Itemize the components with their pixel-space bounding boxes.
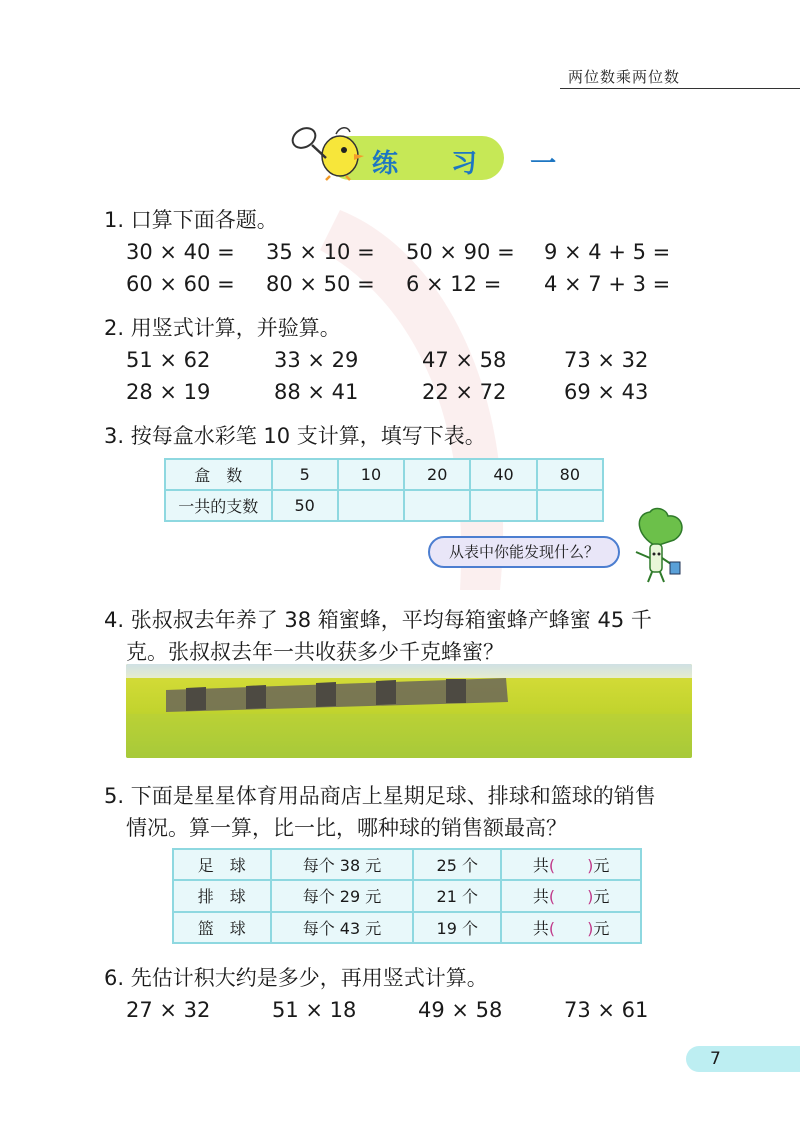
q2-item: 73 × 32 bbox=[564, 348, 649, 372]
question-1-title: 1. 口算下面各题。 bbox=[104, 208, 278, 232]
unit-price: 每个 29 元 bbox=[271, 880, 414, 911]
table-cell: 80 bbox=[537, 459, 603, 490]
table-cell: 10 bbox=[338, 459, 404, 490]
q1-item: 9 × 4 + 5 = bbox=[544, 240, 671, 264]
question-3-title: 3. 按每盒水彩笔 10 支计算，填写下表。 bbox=[104, 424, 486, 448]
q2-item: 47 × 58 bbox=[422, 348, 507, 372]
beehives-field-photo bbox=[126, 664, 692, 758]
table-cell: 20 bbox=[404, 459, 470, 490]
page-number-tab bbox=[686, 1046, 800, 1072]
q2-item: 22 × 72 bbox=[422, 380, 507, 404]
ball-sales-table bbox=[172, 848, 642, 944]
quantity: 19 个 bbox=[413, 912, 501, 943]
table-cell: 40 bbox=[470, 459, 536, 490]
question-4-line-2: 克。张叔叔去年一共收获多少千克蜂蜜？ bbox=[126, 640, 504, 664]
total-prefix: 共 bbox=[532, 918, 549, 938]
q2-item: 33 × 29 bbox=[274, 348, 359, 372]
section-title: 两位数乘两位数 bbox=[568, 68, 681, 86]
table-row bbox=[173, 880, 641, 911]
paren-close: ) bbox=[587, 918, 594, 938]
answer-blank[interactable] bbox=[404, 490, 470, 521]
q2-item: 51 × 62 bbox=[126, 348, 211, 372]
chick-tennis-mascot-icon bbox=[288, 120, 370, 182]
q1-item: 6 × 12 = bbox=[406, 272, 502, 296]
ball-name: 篮 球 bbox=[173, 912, 271, 943]
total-cell[interactable] bbox=[501, 912, 641, 943]
total-suffix: 元 bbox=[593, 887, 610, 907]
paren-close: ) bbox=[587, 856, 594, 876]
table-row bbox=[173, 849, 641, 880]
quantity: 21 个 bbox=[413, 880, 501, 911]
total-cell[interactable] bbox=[501, 880, 641, 911]
unit-price: 每个 38 元 bbox=[271, 849, 414, 880]
q6-item: 49 × 58 bbox=[418, 998, 503, 1022]
paren-open: ( bbox=[548, 918, 556, 938]
q6-item: 73 × 61 bbox=[564, 998, 649, 1022]
paren-open: ( bbox=[548, 887, 556, 907]
table-row bbox=[165, 459, 603, 490]
q2-item: 28 × 19 bbox=[126, 380, 211, 404]
total-suffix: 元 bbox=[593, 918, 610, 938]
q2-item: 88 × 41 bbox=[274, 380, 359, 404]
table-header-cell: 盒 数 bbox=[165, 459, 272, 490]
total-prefix: 共 bbox=[532, 887, 549, 907]
table-cell: 50 bbox=[272, 490, 338, 521]
total-suffix: 元 bbox=[593, 856, 610, 876]
ball-name: 足 球 bbox=[173, 849, 271, 880]
total-prefix: 共 bbox=[532, 856, 549, 876]
q1-item: 80 × 50 = bbox=[266, 272, 375, 296]
q1-item: 4 × 7 + 3 = bbox=[544, 272, 671, 296]
table-row bbox=[173, 912, 641, 943]
page-number: 7 bbox=[710, 1049, 721, 1069]
exercise-title: 练 习 一 bbox=[372, 149, 579, 179]
pens-table bbox=[164, 458, 604, 522]
answer-blank[interactable] bbox=[470, 490, 536, 521]
q6-item: 51 × 18 bbox=[272, 998, 357, 1022]
q6-item: 27 × 32 bbox=[126, 998, 211, 1022]
paren-close: ) bbox=[587, 887, 594, 907]
answer-blank[interactable] bbox=[338, 490, 404, 521]
quantity: 25 个 bbox=[413, 849, 501, 880]
table-header-cell: 一共的支数 bbox=[165, 490, 272, 521]
q1-item: 50 × 90 = bbox=[406, 240, 515, 264]
question-4-line-1: 4. 张叔叔去年养了 38 箱蜜蜂，平均每箱蜜蜂产蜂蜜 45 千 bbox=[104, 608, 652, 632]
ball-name: 排 球 bbox=[173, 880, 271, 911]
cabbage-character-icon bbox=[616, 506, 696, 586]
header-rule bbox=[560, 88, 800, 89]
q1-item: 30 × 40 = bbox=[126, 240, 235, 264]
table-row bbox=[165, 490, 603, 521]
question-5-line-1: 5. 下面是星星体育用品商店上星期足球、排球和篮球的销售 bbox=[104, 784, 656, 808]
q1-item: 35 × 10 = bbox=[266, 240, 375, 264]
q1-item: 60 × 60 = bbox=[126, 272, 235, 296]
table-cell: 5 bbox=[272, 459, 338, 490]
question-6-title: 6. 先估计积大约是多少，再用竖式计算。 bbox=[104, 966, 488, 990]
question-2-title: 2. 用竖式计算，并验算。 bbox=[104, 316, 341, 340]
answer-blank[interactable] bbox=[537, 490, 603, 521]
q2-item: 69 × 43 bbox=[564, 380, 649, 404]
speech-bubble: 从表中你能发现什么？ bbox=[428, 536, 620, 568]
total-cell[interactable] bbox=[501, 849, 641, 880]
question-5-line-2: 情况。算一算，比一比，哪种球的销售额最高？ bbox=[126, 816, 567, 840]
unit-price: 每个 43 元 bbox=[271, 912, 414, 943]
paren-open: ( bbox=[548, 856, 556, 876]
